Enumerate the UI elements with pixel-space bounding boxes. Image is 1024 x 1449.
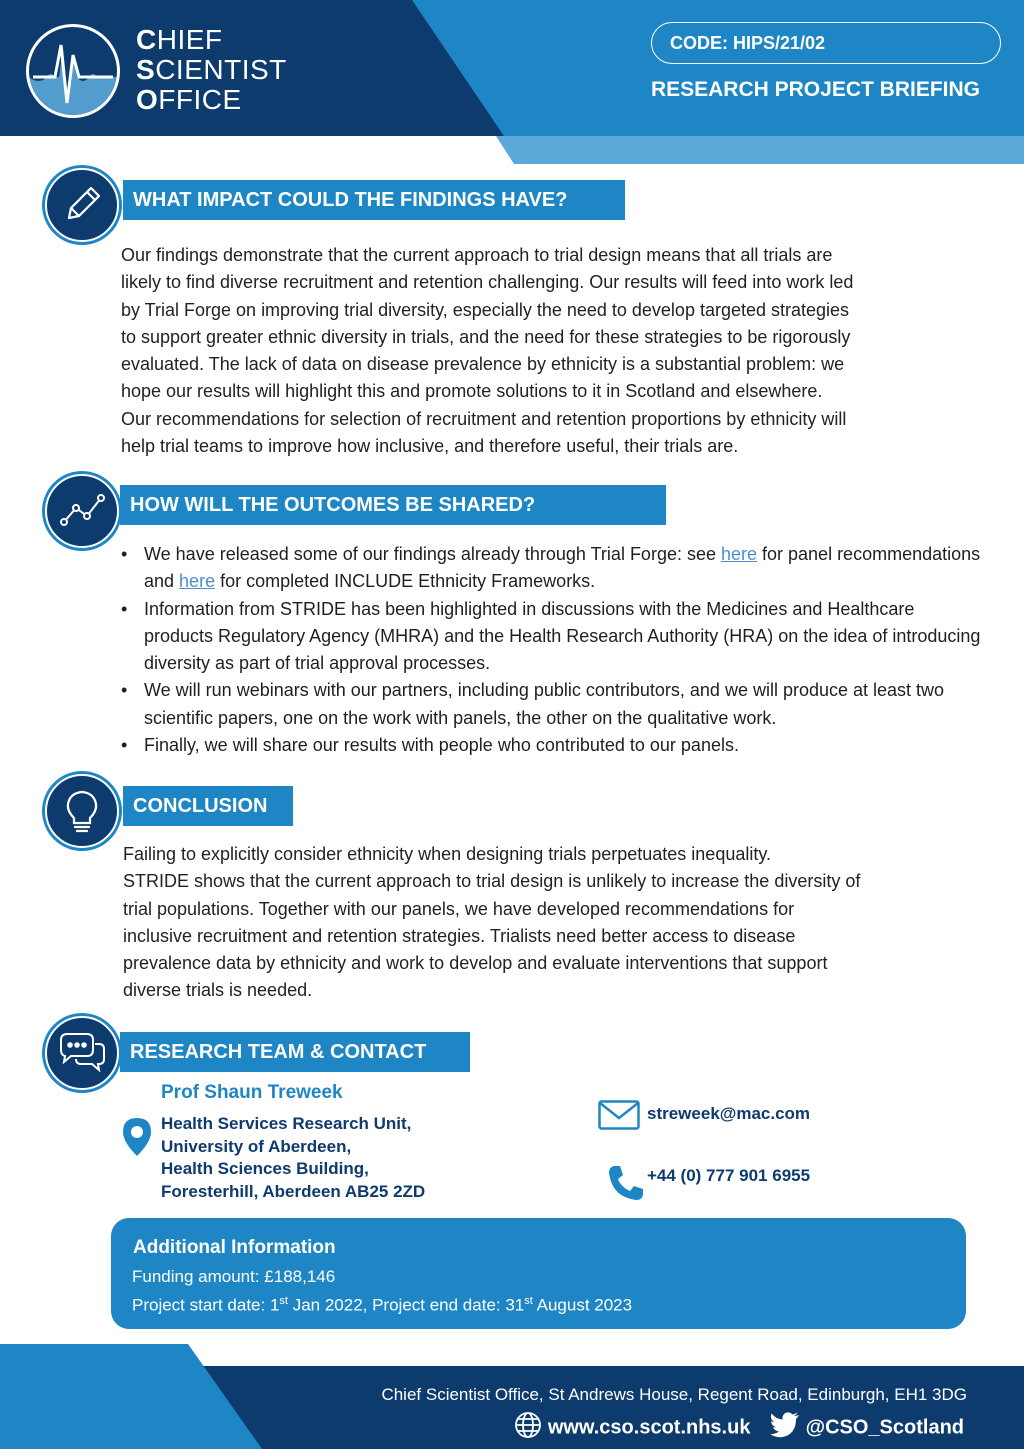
cso-logo-icon bbox=[26, 24, 120, 118]
conclusion-line: STRIDE shows that the current approach to trial design is unlikely to increase the diversity of bbox=[123, 871, 861, 892]
list-item: • Information from STRIDE has been highlighted in discussions with the Medicines and Healthcare products Regulatory Agency (MHRA) and the Health Research Authority (HRA) on the idea of introducing diversity as part of trial approval processes. bbox=[121, 596, 981, 678]
conclusion-line: diverse trials is needed. bbox=[123, 980, 313, 1001]
twitter-bird-icon bbox=[770, 1412, 800, 1444]
logo-line-2: SCIENTIST bbox=[136, 54, 287, 85]
twitter-handle[interactable]: @CSO_Scotland bbox=[805, 1416, 964, 1439]
impact-heading: WHAT IMPACT COULD THE FINDINGS HAVE? bbox=[123, 180, 625, 220]
list-item: • Finally, we will share our results with people who contributed to our panels. bbox=[121, 732, 981, 759]
outcomes-list bbox=[121, 541, 981, 759]
conclusion-heading: CONCLUSION bbox=[123, 786, 293, 826]
impact-line: Our findings demonstrate that the current approach to trial design means that all trials are bbox=[121, 245, 833, 265]
header-accent-strip bbox=[0, 136, 1024, 164]
outcomes-heading: HOW WILL THE OUTCOMES BE SHARED? bbox=[120, 485, 666, 525]
address-line: Foresterhill, Aberdeen AB25 2ZD bbox=[161, 1181, 426, 1201]
additional-info-box bbox=[111, 1218, 966, 1329]
list-item: • We will run webinars with our partners, including public contributors, and we will produce at least two scientific papers, one on the work with panels, the other on the qualitative work. bbox=[121, 677, 981, 732]
website-link[interactable]: www.cso.scot.nhs.uk bbox=[547, 1416, 751, 1439]
project-code: CODE: HIPS/21/02 bbox=[651, 22, 1001, 64]
funding-amount: Funding amount: £188,146 bbox=[132, 1267, 336, 1286]
ethnicity-frameworks-link[interactable]: here bbox=[179, 571, 216, 592]
phone-icon bbox=[606, 1163, 646, 1208]
phone-number[interactable]: +44 (0) 777 901 6955 bbox=[647, 1166, 811, 1185]
researcher-name: Prof Shaun Treweek bbox=[161, 1082, 343, 1103]
logo-line-1: CHIEF bbox=[136, 24, 223, 55]
list-item: • We have released some of our findings already through Trial Forge: see here for panel recommendations and here for completed INCLUDE Ethnicity Frameworks. bbox=[121, 541, 981, 596]
pencil-icon bbox=[45, 168, 119, 242]
conclusion-line: trial populations. Together with our panels, we have developed recommendations for bbox=[123, 898, 795, 919]
impact-line: to support greater ethnic diversity in trials, and the need for these strategies to be rigorously bbox=[121, 326, 851, 347]
impact-line: Our recommendations for selection of recruitment and retention proportions by ethnicity will bbox=[121, 408, 847, 429]
conclusion-body bbox=[123, 841, 993, 1005]
globe-icon bbox=[514, 1411, 542, 1445]
project-dates: Project start date: 1st Jan 2022, Project end date: 31st August 2023 bbox=[132, 1295, 633, 1315]
impact-line: by Trial Forge on improving trial diversity, especially the need to develop targeted strategies bbox=[121, 299, 850, 320]
email-address[interactable]: streweek@mac.com bbox=[647, 1104, 811, 1123]
lightbulb-icon bbox=[45, 774, 119, 848]
footer-address: Chief Scientist Office, St Andrews House, Regent Road, Edinburgh, EH1 3DG bbox=[381, 1385, 967, 1404]
conclusion-line: prevalence data by ethnicity and work to develop and evaluate interventions that support bbox=[123, 953, 828, 974]
footer-links bbox=[514, 1411, 964, 1445]
location-pin-icon bbox=[120, 1116, 154, 1163]
impact-line: likely to find diverse recruitment and retention challenging. Our results will feed into work led bbox=[121, 272, 854, 293]
briefing-title: RESEARCH PROJECT BRIEFING bbox=[650, 78, 980, 101]
additional-info-title: Additional Information bbox=[133, 1237, 336, 1258]
impact-line: evaluated. The lack of data on disease prevalence by ethnicity is a substantial problem: we bbox=[121, 354, 845, 375]
address-line: Health Sciences Building, bbox=[161, 1159, 369, 1178]
chat-bubbles-icon bbox=[45, 1016, 119, 1090]
conclusion-line: inclusive recruitment and retention strategies. Trialists need better access to disease bbox=[123, 925, 796, 946]
impact-body bbox=[121, 242, 1001, 460]
impact-line: help trial teams to improve how inclusive, and therefore useful, their trials are. bbox=[121, 436, 739, 457]
cso-logo-text bbox=[136, 25, 287, 115]
line-graph-icon bbox=[45, 474, 119, 548]
panel-recommendations-link[interactable]: here bbox=[720, 544, 758, 564]
logo-line-3: OFFICE bbox=[136, 84, 242, 115]
team-heading: RESEARCH TEAM & CONTACT bbox=[120, 1032, 470, 1072]
impact-line: hope our results will highlight this and promote solutions to it in Scotland and elsewhere. bbox=[121, 381, 823, 402]
address-line: University of Aberdeen, bbox=[161, 1136, 352, 1156]
address-line: Health Services Research Unit, bbox=[161, 1114, 412, 1133]
envelope-icon bbox=[598, 1100, 640, 1135]
conclusion-line: Failing to explicitly consider ethnicity when designing trials perpetuates inequality. bbox=[123, 844, 772, 864]
address-block bbox=[161, 1113, 425, 1203]
